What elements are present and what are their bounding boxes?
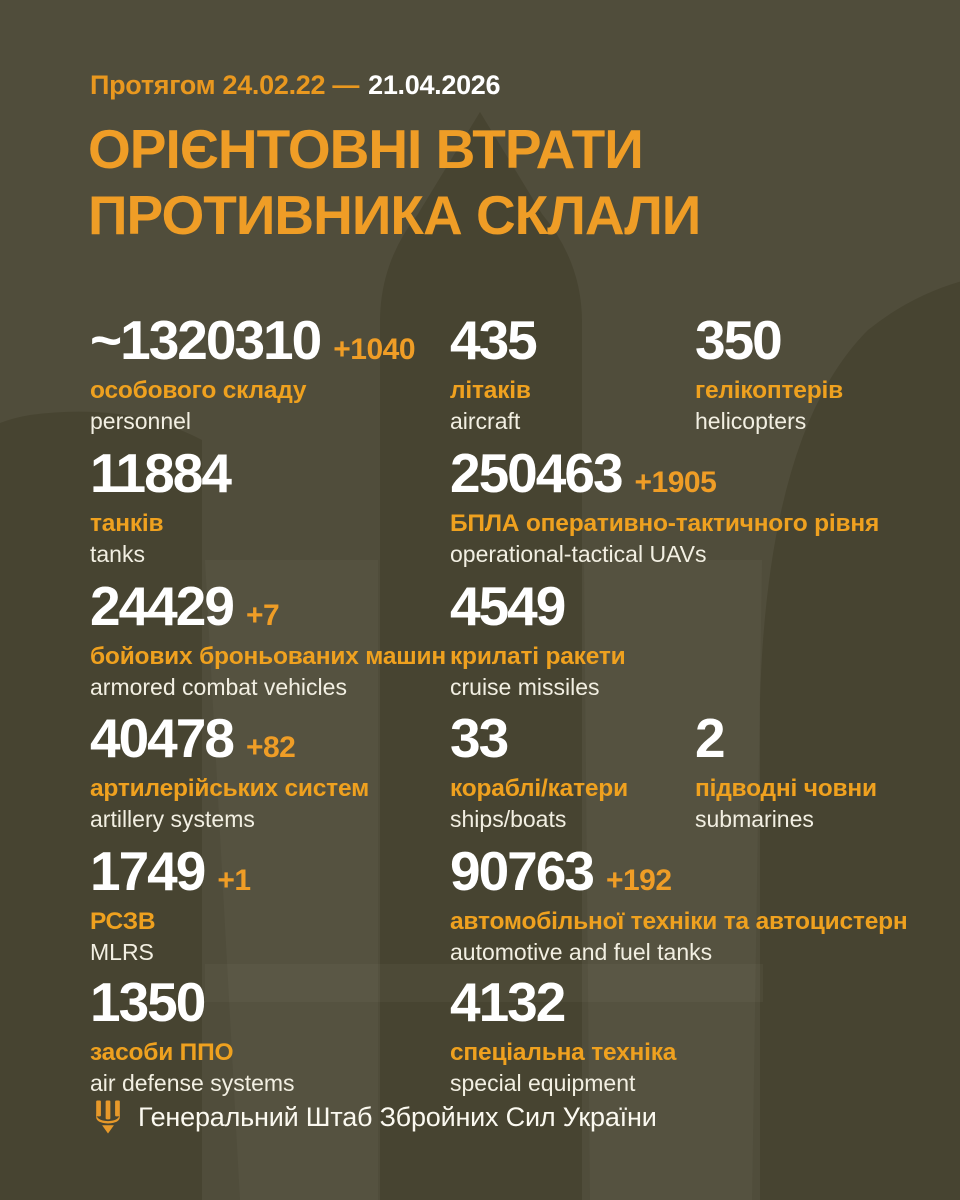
stat-label-uk: засоби ППО [90, 1039, 234, 1066]
stat-label-uk: крилаті ракети [450, 643, 626, 670]
period-prefix: Протягом 24.02.22 — [90, 70, 360, 100]
stat-value: 33 [450, 707, 508, 769]
stat-delta: +1 [217, 864, 251, 897]
stat-value: 250463 [450, 442, 622, 504]
period-line [90, 70, 500, 101]
stat-label-en: aircraft [450, 408, 521, 434]
stat-label-uk: РСЗВ [90, 908, 156, 935]
stat-label-en: cruise missiles [450, 674, 600, 700]
stat-label-en: helicopters [695, 408, 807, 434]
stat-label-uk: автомобільної техніки та автоцистерн [450, 908, 908, 935]
stat-submarines [695, 707, 877, 832]
stat-label-en: air defense systems [90, 1070, 295, 1096]
stat-value: 24429 [90, 575, 233, 637]
stat-mlrs [90, 840, 251, 965]
stat-helicopters [695, 309, 843, 434]
stat-delta: +7 [245, 599, 280, 632]
page-title-line1: ОРІЄНТОВНІ ВТРАТИ [88, 118, 643, 180]
stat-label-uk: кораблі/катери [450, 775, 628, 802]
stat-label-uk: літаків [450, 377, 531, 404]
stat-value: 11884 [90, 442, 230, 504]
stat-personnel [90, 309, 416, 434]
tryzub-icon [95, 1100, 121, 1134]
stat-value: 4549 [450, 575, 565, 637]
stat-label-uk: БПЛА оперативно-тактичного рівня [450, 510, 880, 537]
stat-label-uk: танків [90, 510, 164, 537]
stat-value: 1350 [90, 971, 205, 1033]
stat-ships [450, 707, 628, 832]
stat-value: 350 [695, 309, 781, 371]
stat-value: 435 [450, 309, 536, 371]
stat-label-uk: підводні човни [695, 775, 877, 802]
stat-tanks [90, 442, 230, 567]
stat-aircraft [450, 309, 536, 434]
stat-label-en: tanks [90, 541, 145, 567]
stat-armored-vehicles [90, 575, 446, 700]
stat-value: 4132 [450, 971, 565, 1033]
stat-label-en: armored combat vehicles [90, 674, 347, 700]
stat-cruise-missiles [450, 575, 626, 700]
stat-label-en: operational-tactical UAVs [450, 541, 707, 567]
stat-label-uk: особового складу [90, 377, 307, 404]
footer-org: Генеральний Штаб Збройних Сил України [138, 1101, 657, 1132]
stat-value: 2 [695, 707, 724, 769]
stat-vehicles-fuel [450, 840, 908, 965]
page-title-line2: ПРОТИВНИКА СКЛАЛИ [88, 184, 701, 246]
stat-label-en: submarines [695, 806, 814, 832]
stat-label-uk: спеціальна техніка [450, 1039, 677, 1066]
stat-value: ~1320310 [90, 309, 321, 371]
stat-label-en: MLRS [90, 939, 154, 965]
footer [95, 1100, 657, 1134]
stat-delta: +1040 [333, 333, 416, 366]
stat-label-en: artillery systems [90, 806, 255, 832]
stat-label-en: personnel [90, 408, 192, 434]
stat-special-equipment [450, 971, 677, 1096]
period-date: 21.04.2026 [368, 70, 501, 100]
stat-label-en: special equipment [450, 1070, 636, 1096]
stat-delta: +192 [605, 864, 672, 897]
stat-value: 40478 [90, 707, 233, 769]
stat-label-uk: гелікоптерів [695, 377, 843, 404]
stat-value: 90763 [450, 840, 593, 902]
stat-label-en: automotive and fuel tanks [450, 939, 713, 965]
page-title [88, 116, 700, 248]
stat-artillery [90, 707, 370, 832]
stat-label-uk: артилерійських систем [90, 775, 370, 802]
stat-label-en: ships/boats [450, 806, 567, 832]
stat-delta: +82 [245, 731, 296, 764]
stat-value: 1749 [90, 840, 205, 902]
stat-air-defense [90, 971, 295, 1096]
stat-label-uk: бойових броньованих машин [90, 643, 446, 670]
stat-delta: +1905 [634, 466, 717, 499]
stat-uavs [450, 442, 880, 567]
